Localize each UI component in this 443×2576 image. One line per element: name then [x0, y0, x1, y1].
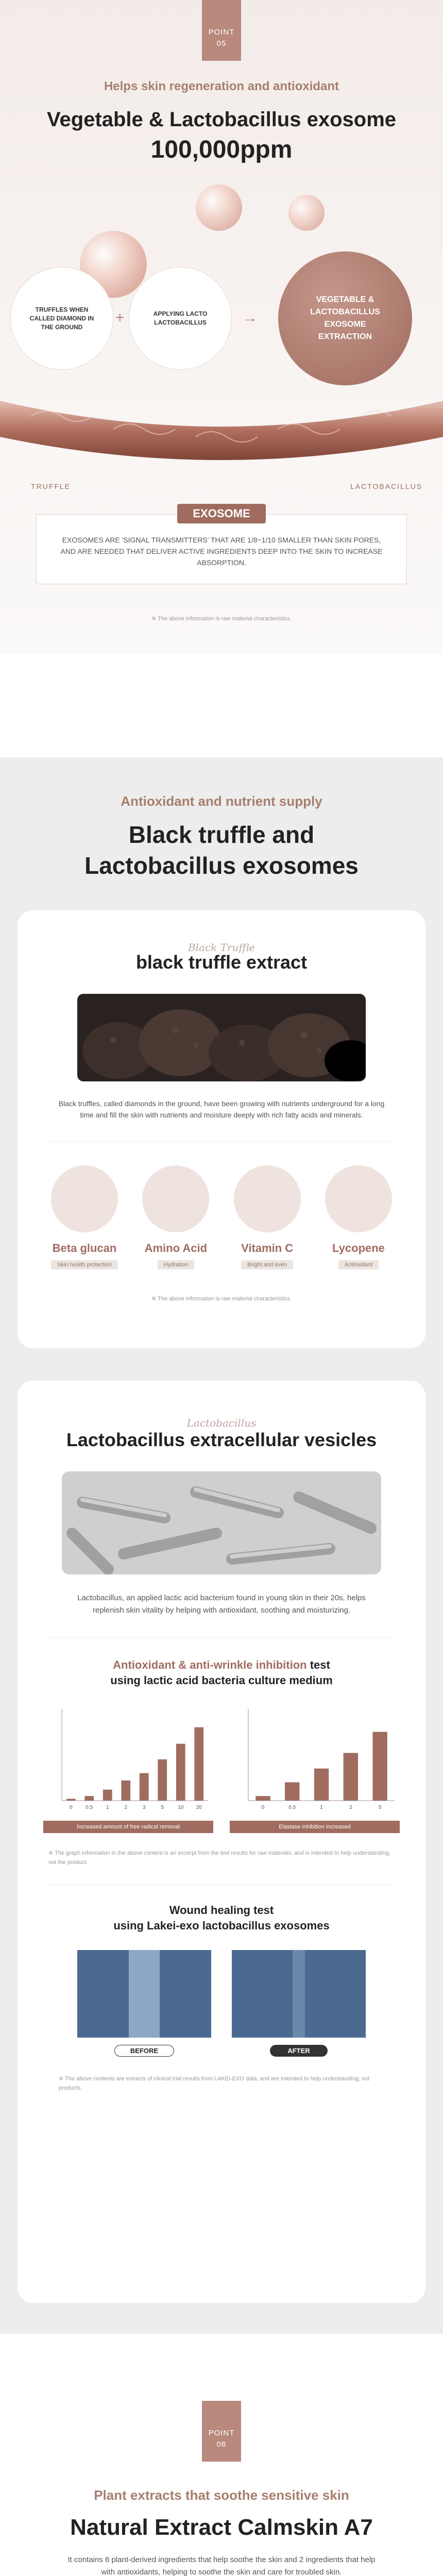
plus-symbol: +: [115, 309, 125, 326]
arrow-icon: →: [242, 309, 258, 326]
wound-after-image: [232, 1950, 366, 2038]
tick-label: 3: [142, 1805, 146, 1810]
after-label: AFTER: [270, 2045, 327, 2057]
lacto-card: [18, 1381, 425, 2303]
nutrient-name: Vitamin C: [241, 1242, 294, 1255]
exosome-label: EXOSOME: [177, 504, 265, 523]
point-number: 06: [216, 2440, 227, 2449]
nutrient-item: [226, 1165, 309, 1269]
label-truffle: TRUFFLE: [31, 482, 71, 490]
card-title: Lactobacillus extracellular vesicles: [66, 1429, 377, 1450]
bar: [344, 1753, 358, 1801]
chart-caption: Increased amount of free radical removal: [43, 1821, 213, 1833]
exosome-text: EXOSOMES ARE 'SIGNAL TRANSMITTERS' THAT ARE 1/8~1/10 SMALLER THAN SKIN PORES, AND ARE NEEDED THAT DELIVER ACTIVE INGREDIENTS DEEP INTO THE SKIN TO INCREASE ABSORPTION.: [60, 536, 383, 567]
tick-label: 0.5: [288, 1805, 296, 1810]
section-title-1: Black truffle and: [128, 821, 315, 848]
truffle-image: [77, 994, 366, 1081]
nutrient-name: Lycopene: [332, 1242, 385, 1255]
section-subtitle: Antioxidant and nutrient supply: [121, 793, 322, 809]
nutrient-list: [43, 1165, 400, 1269]
lactobacillus-image: [62, 1471, 381, 1574]
point-number: 05: [216, 39, 227, 48]
nutrient-tag: Bright and even: [241, 1260, 293, 1269]
exosome-diagram: [0, 174, 443, 504]
nutrient-item: [43, 1165, 126, 1269]
point-badge: [202, 2401, 241, 2462]
nutrient-icon: [142, 1165, 209, 1232]
tick-label: 1: [106, 1805, 109, 1810]
bar: [158, 1759, 167, 1801]
bar: [121, 1781, 130, 1801]
card-title: black truffle extract: [135, 952, 308, 973]
nutrient-icon: [325, 1165, 392, 1232]
nutrient-tag: Antioxidant: [338, 1260, 379, 1269]
before-label: BEFORE: [114, 2045, 174, 2057]
tick-label: 2: [349, 1805, 352, 1810]
section-subtitle: Helps skin regeneration and antioxidant: [104, 79, 339, 93]
tick-label: 0: [69, 1805, 73, 1810]
tick-label: 20: [196, 1805, 202, 1810]
tick-label: 5: [161, 1805, 164, 1810]
footnote: ※ The above information is raw material characteristics.: [151, 1296, 292, 1302]
chart-caption: Elastase inhibition increased: [230, 1821, 400, 1833]
lacto-desc: Lactobacillus, an applied lactic acid bacterium found in young skin in their 20s, helps replenish skin vitality by helping with antioxidant, soothing and moisturizing.: [77, 1594, 366, 1615]
point-label: POINT: [208, 28, 235, 37]
circle-truffle-text: TRUFFLES WHEN CALLED DIAMOND IN THE GROUND: [29, 306, 94, 331]
nutrient-icon: [51, 1165, 118, 1232]
test1-title-colored: Antioxidant & anti-wrinkle inhibition: [113, 1658, 307, 1671]
nutrient-tag: Hydration: [158, 1260, 194, 1269]
section-title: Vegetable & Lactobacillus exosome: [46, 108, 397, 131]
section-subtitle: Plant extracts that soothe sensitive skin: [94, 2487, 349, 2503]
section-title: Natural Extract Calmskin A7: [70, 2515, 373, 2540]
section-truffle: [0, 757, 443, 1365]
exosome-text-box: [36, 514, 407, 584]
test1-title-2: using lactic acid bacteria culture medium: [110, 1674, 333, 1687]
nutrient-name: Beta glucan: [52, 1242, 117, 1255]
elastase-chart: [230, 1703, 400, 1816]
bar: [176, 1744, 185, 1801]
tick-label: 5: [378, 1805, 382, 1810]
circle-lacto: [129, 267, 232, 370]
bubble: [288, 195, 325, 231]
tick-label: 10: [178, 1805, 184, 1810]
bar: [194, 1727, 203, 1801]
truffle-card: [18, 910, 425, 1348]
nutrient-tag: Skin health protection: [51, 1260, 118, 1269]
section-point-05: [0, 0, 443, 654]
skin-cell-band: [0, 380, 443, 483]
nutrient-name: Amino Acid: [144, 1242, 208, 1255]
point-label: POINT: [208, 2429, 235, 2437]
test1-title-rest: test: [306, 1658, 330, 1671]
section-title-2: Lactobacillus exosomes: [84, 852, 359, 879]
test2-title-2: using Lakei-exo lactobacillus exosomes: [113, 1919, 330, 1932]
bubble: [196, 184, 242, 231]
nutrient-icon: [234, 1165, 301, 1232]
circle-exosome: [278, 251, 412, 385]
bar: [66, 1799, 76, 1801]
tick-label: 1: [320, 1805, 323, 1810]
bar: [140, 1773, 149, 1801]
section-desc: It contains 6 plant-derived ingredients that help soothe the skin and 2 ingredients that help with antioxidants, helping to soothe the skin and care for troubled skin.: [67, 2555, 376, 2576]
note: ※ The above contents are extracts of clinical trial results from LAKEI-EXO data, and are intended to help understanding, not products.: [59, 2076, 370, 2091]
tick-label: 2: [124, 1805, 128, 1810]
bar: [285, 1782, 299, 1801]
script-label: Black Truffle: [188, 941, 255, 954]
section-lactobacillus: [0, 1365, 443, 2334]
tick-label: 0: [261, 1805, 265, 1810]
bar: [84, 1796, 94, 1801]
truffle-desc: Black truffles, called diamonds in the ground, have been growing with nutrients underground for a long time and fill the skin with nutrients and moisture deeply with rich fatty acids and minerals.: [58, 1099, 385, 1119]
note: ※ The graph information in the above content is an excerpt from the test results for raw materials, and is intended to help understanding, not the product.: [48, 1850, 390, 1866]
circle-lacto-text: APPLYING LACTO LACTOBACILLUS: [153, 310, 208, 326]
nutrient-item: [317, 1165, 400, 1269]
tick-label: 0.5: [86, 1805, 93, 1810]
test2-title: Wound healing test: [169, 1904, 274, 1917]
bar: [255, 1796, 270, 1801]
free-radical-chart: [43, 1703, 213, 1816]
nutrient-item: [134, 1165, 217, 1269]
section-point-06: [0, 2401, 443, 2576]
circle-exosome-text: VEGETABLE & LACTOBACILLUS EXOSOME EXTRACTION: [310, 295, 380, 341]
bar: [372, 1732, 387, 1801]
circle-truffle: [10, 267, 113, 370]
bar: [314, 1769, 329, 1801]
label-lactobacillus: LACTOBACILLUS: [350, 482, 423, 490]
footnote: ※ The above information is raw material characteristics.: [151, 616, 292, 622]
bar: [103, 1790, 112, 1801]
script-label: Lactobacillus: [186, 1417, 257, 1429]
wound-before-image: [77, 1950, 211, 2038]
point-badge: [202, 0, 241, 61]
section-title-2: 100,000ppm: [150, 136, 293, 163]
